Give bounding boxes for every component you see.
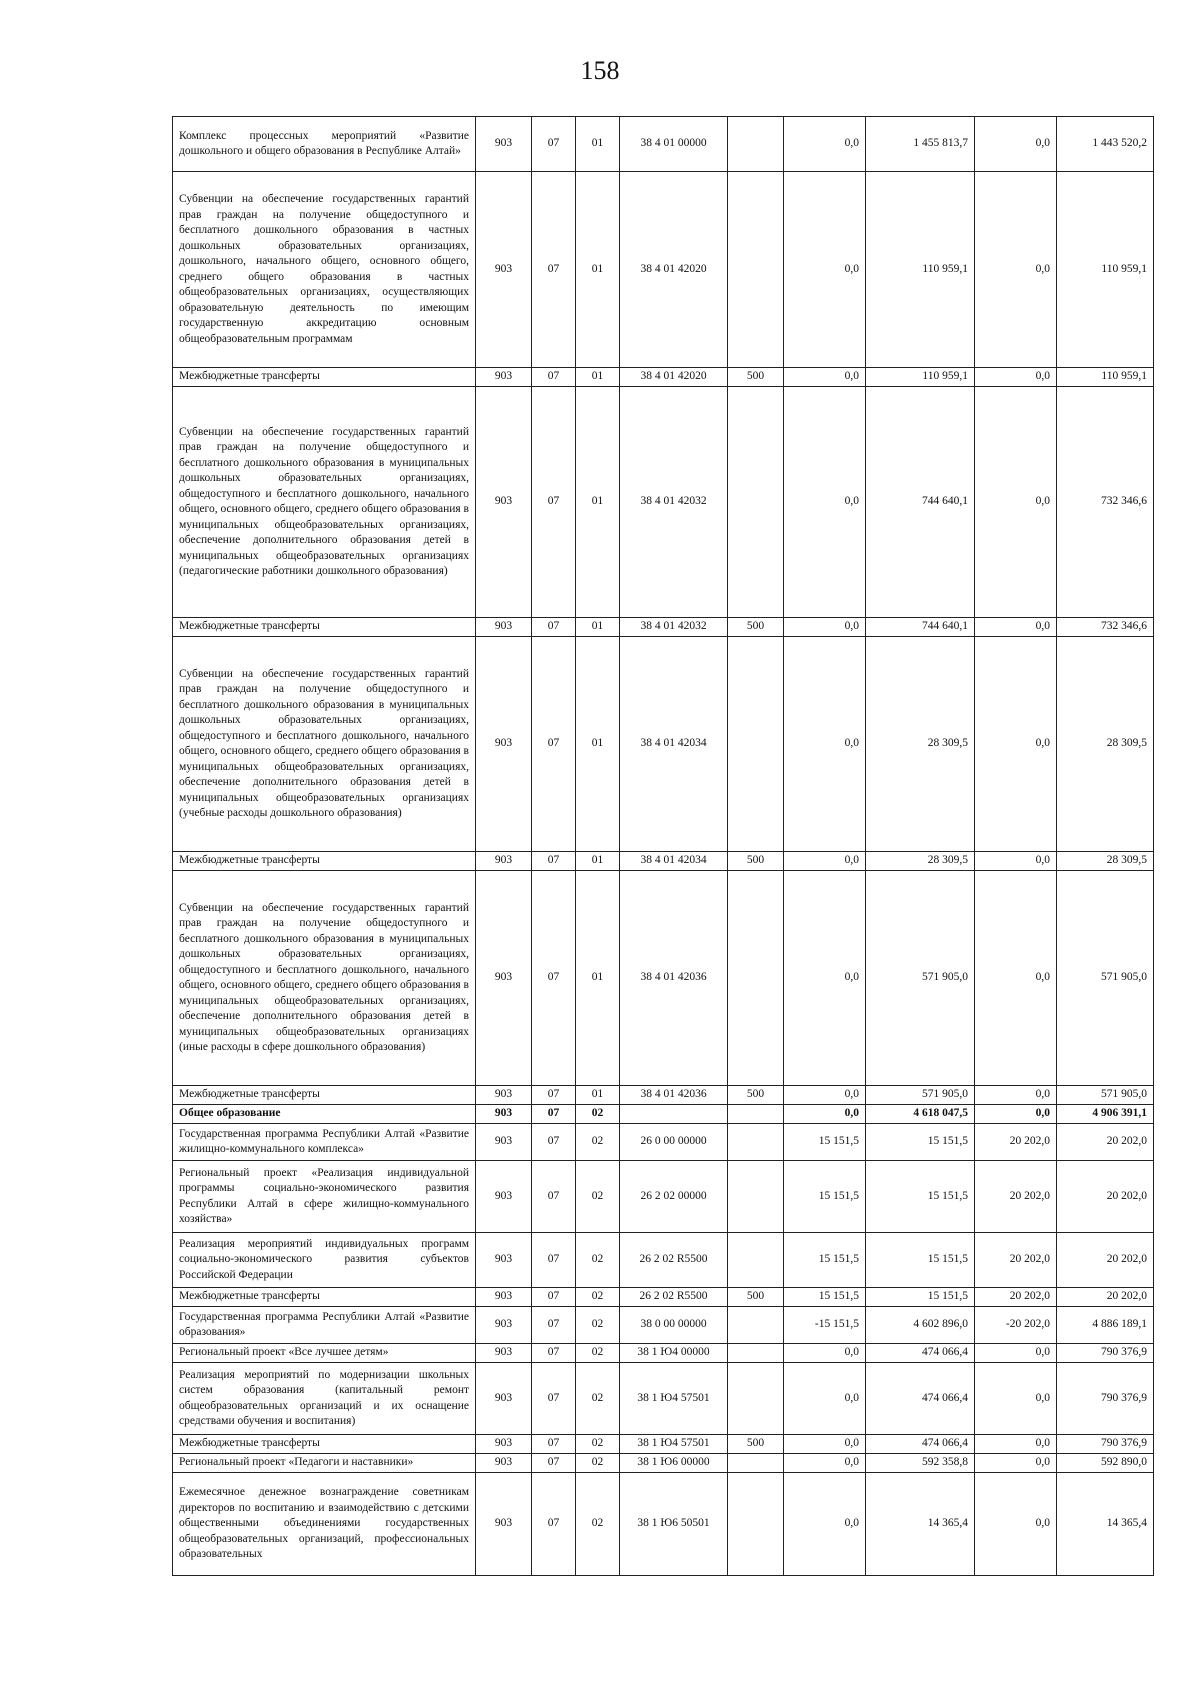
section-code: 07 [532, 117, 576, 172]
amount-4: 4 906 391,1 [1057, 1105, 1154, 1124]
amount-1: 0,0 [784, 1435, 866, 1454]
section-code: 07 [532, 1435, 576, 1454]
section-code: 07 [532, 1105, 576, 1124]
amount-3: 0,0 [975, 1435, 1057, 1454]
table-row [173, 1363, 1154, 1435]
grbs-code: 903 [476, 1086, 532, 1105]
subsection-code: 01 [576, 117, 620, 172]
amount-3: 20 202,0 [975, 1233, 1057, 1288]
expense-type-code: 500 [728, 368, 784, 387]
target-item-code [620, 1105, 728, 1124]
amount-2: 474 066,4 [866, 1363, 975, 1435]
amount-2: 110 959,1 [866, 172, 975, 368]
row-name: Субвенции на обеспечение государственных гарантий прав граждан на получение общедоступного и бесплатного дошкольного образования в частных дошкольных образовательных организациях, дошкольного, начального общего, основного общего, среднего общего образования в частных общеобразовательных организациях, осуществляющих образовательную деятельность по имеющим государственную аккредитацию основным общеобразовательным программам [173, 172, 476, 368]
table-row [173, 618, 1154, 637]
section-code: 07 [532, 1233, 576, 1288]
amount-2: 28 309,5 [866, 852, 975, 871]
page-number: 158 [580, 56, 620, 85]
table-row [173, 1161, 1154, 1233]
grbs-code: 903 [476, 1124, 532, 1161]
amount-4: 790 376,9 [1057, 1435, 1154, 1454]
amount-1: 0,0 [784, 1454, 866, 1473]
amount-2: 571 905,0 [866, 871, 975, 1086]
amount-2: 28 309,5 [866, 637, 975, 852]
amount-3: 0,0 [975, 618, 1057, 637]
expense-type-code [728, 1233, 784, 1288]
amount-3: 0,0 [975, 368, 1057, 387]
target-item-code: 26 2 02 R5500 [620, 1288, 728, 1307]
grbs-code: 903 [476, 368, 532, 387]
amount-2: 15 151,5 [866, 1124, 975, 1161]
expense-type-code [728, 1161, 784, 1233]
table-row [173, 1288, 1154, 1307]
amount-1: 0,0 [784, 387, 866, 618]
amount-1: 15 151,5 [784, 1161, 866, 1233]
amount-3: 0,0 [975, 1344, 1057, 1363]
amount-3: -20 202,0 [975, 1307, 1057, 1344]
target-item-code: 38 1 Ю4 57501 [620, 1435, 728, 1454]
budget-table [172, 116, 1154, 1576]
row-name: Субвенции на обеспечение государственных гарантий прав граждан на получение общедоступного и бесплатного дошкольного образования в муниципальных дошкольных образовательных организациях, общедоступного и бесплатного дошкольного, начального общего, основного общего, среднего общего образования в муниципальных общеобразовательных организациях, обеспечение дополнительного образования детей в муниципальных общеобразовательных организациях (иные расходы в сфере дошкольного образования) [173, 871, 476, 1086]
row-name: Межбюджетные трансферты [173, 1086, 476, 1105]
section-code: 07 [532, 172, 576, 368]
grbs-code: 903 [476, 1363, 532, 1435]
row-name: Субвенции на обеспечение государственных гарантий прав граждан на получение общедоступного и бесплатного дошкольного образования в муниципальных дошкольных образовательных организациях, общедоступного и бесплатного дошкольного, начального общего, основного общего, среднего общего образования в муниципальных общеобразовательных организациях, обеспечение дополнительного образования детей в муниципальных общеобразовательных организациях (учебные расходы дошкольного образования) [173, 637, 476, 852]
expense-type-code [728, 871, 784, 1086]
row-name: Региональный проект «Все лучшее детям» [173, 1344, 476, 1363]
row-name: Региональный проект «Педагоги и наставники» [173, 1454, 476, 1473]
table-row [173, 871, 1154, 1086]
target-item-code: 38 1 Ю4 00000 [620, 1344, 728, 1363]
amount-4: 790 376,9 [1057, 1363, 1154, 1435]
section-code: 07 [532, 1288, 576, 1307]
table-row [173, 1233, 1154, 1288]
amount-1: 0,0 [784, 1105, 866, 1124]
expense-type-code [728, 1473, 784, 1576]
amount-4: 14 365,4 [1057, 1473, 1154, 1576]
target-item-code: 26 2 02 00000 [620, 1161, 728, 1233]
subsection-code: 02 [576, 1473, 620, 1576]
amount-2: 474 066,4 [866, 1344, 975, 1363]
amount-4: 20 202,0 [1057, 1233, 1154, 1288]
amount-4: 20 202,0 [1057, 1161, 1154, 1233]
table-row [173, 852, 1154, 871]
expense-type-code [728, 1124, 784, 1161]
subsection-code: 02 [576, 1435, 620, 1454]
grbs-code: 903 [476, 172, 532, 368]
table-body [173, 117, 1154, 1576]
subsection-code: 02 [576, 1454, 620, 1473]
subsection-code: 02 [576, 1161, 620, 1233]
amount-3: 20 202,0 [975, 1288, 1057, 1307]
amount-4: 571 905,0 [1057, 1086, 1154, 1105]
row-name: Государственная программа Республики Алтай «Развитие образования» [173, 1307, 476, 1344]
amount-4: 571 905,0 [1057, 871, 1154, 1086]
amount-3: 0,0 [975, 172, 1057, 368]
grbs-code: 903 [476, 1435, 532, 1454]
target-item-code: 38 4 01 42032 [620, 387, 728, 618]
section-code: 07 [532, 618, 576, 637]
amount-1: 0,0 [784, 852, 866, 871]
grbs-code: 903 [476, 117, 532, 172]
target-item-code: 38 4 01 42036 [620, 1086, 728, 1105]
target-item-code: 26 0 00 00000 [620, 1124, 728, 1161]
target-item-code: 38 4 01 42036 [620, 871, 728, 1086]
subsection-code: 01 [576, 172, 620, 368]
subsection-code: 01 [576, 871, 620, 1086]
grbs-code: 903 [476, 1105, 532, 1124]
target-item-code: 26 2 02 R5500 [620, 1233, 728, 1288]
amount-4: 790 376,9 [1057, 1344, 1154, 1363]
subsection-code: 01 [576, 387, 620, 618]
expense-type-code [728, 1454, 784, 1473]
amount-2: 744 640,1 [866, 387, 975, 618]
subsection-code: 01 [576, 618, 620, 637]
subsection-code: 01 [576, 637, 620, 852]
grbs-code: 903 [476, 1344, 532, 1363]
amount-1: 15 151,5 [784, 1288, 866, 1307]
table-row-section-total [173, 1105, 1154, 1124]
amount-3: 0,0 [975, 852, 1057, 871]
expense-type-code [728, 117, 784, 172]
grbs-code: 903 [476, 1307, 532, 1344]
subsection-code: 01 [576, 368, 620, 387]
expense-type-code [728, 1105, 784, 1124]
subsection-code: 02 [576, 1124, 620, 1161]
expense-type-code: 500 [728, 618, 784, 637]
row-name: Реализация мероприятий индивидуальных программ социально-экономического развития субъектов Российской Федерации [173, 1233, 476, 1288]
row-name: Региональный проект «Реализация индивидуальной программы социально-экономического развития Республики Алтай в сфере жилищно-коммунального хозяйства» [173, 1161, 476, 1233]
amount-2: 744 640,1 [866, 618, 975, 637]
table-row [173, 1344, 1154, 1363]
grbs-code: 903 [476, 1288, 532, 1307]
section-code: 07 [532, 1473, 576, 1576]
target-item-code: 38 4 01 00000 [620, 117, 728, 172]
grbs-code: 903 [476, 871, 532, 1086]
section-code: 07 [532, 368, 576, 387]
amount-4: 110 959,1 [1057, 172, 1154, 368]
table-row [173, 637, 1154, 852]
section-code: 07 [532, 1086, 576, 1105]
amount-1: 0,0 [784, 172, 866, 368]
subsection-code: 02 [576, 1233, 620, 1288]
grbs-code: 903 [476, 1161, 532, 1233]
table-row [173, 172, 1154, 368]
amount-2: 15 151,5 [866, 1288, 975, 1307]
table-row [173, 1435, 1154, 1454]
row-name: Межбюджетные трансферты [173, 618, 476, 637]
amount-4: 20 202,0 [1057, 1124, 1154, 1161]
expense-type-code [728, 387, 784, 618]
grbs-code: 903 [476, 637, 532, 852]
amount-4: 4 886 189,1 [1057, 1307, 1154, 1344]
expense-type-code [728, 1307, 784, 1344]
amount-3: 0,0 [975, 1363, 1057, 1435]
row-name: Межбюджетные трансферты [173, 1435, 476, 1454]
amount-1: 15 151,5 [784, 1233, 866, 1288]
amount-3: 0,0 [975, 637, 1057, 852]
amount-1: -15 151,5 [784, 1307, 866, 1344]
target-item-code: 38 4 01 42034 [620, 852, 728, 871]
subsection-code: 02 [576, 1288, 620, 1307]
subsection-code: 02 [576, 1363, 620, 1435]
amount-1: 0,0 [784, 368, 866, 387]
table-row [173, 1473, 1154, 1576]
subsection-code: 01 [576, 852, 620, 871]
row-name: Комплекс процессных мероприятий «Развитие дошкольного и общего образования в Республике Алтай» [173, 117, 476, 172]
section-code: 07 [532, 1363, 576, 1435]
section-code: 07 [532, 1454, 576, 1473]
target-item-code: 38 4 01 42020 [620, 368, 728, 387]
expense-type-code: 500 [728, 1086, 784, 1105]
amount-2: 571 905,0 [866, 1086, 975, 1105]
grbs-code: 903 [476, 852, 532, 871]
amount-4: 28 309,5 [1057, 852, 1154, 871]
table-row [173, 1307, 1154, 1344]
amount-3: 0,0 [975, 1105, 1057, 1124]
amount-4: 28 309,5 [1057, 637, 1154, 852]
target-item-code: 38 1 Ю6 50501 [620, 1473, 728, 1576]
grbs-code: 903 [476, 1233, 532, 1288]
amount-1: 15 151,5 [784, 1124, 866, 1161]
target-item-code: 38 1 Ю6 00000 [620, 1454, 728, 1473]
row-name: Межбюджетные трансферты [173, 368, 476, 387]
expense-type-code: 500 [728, 1435, 784, 1454]
amount-3: 20 202,0 [975, 1161, 1057, 1233]
table-row [173, 117, 1154, 172]
section-code: 07 [532, 1161, 576, 1233]
amount-3: 0,0 [975, 871, 1057, 1086]
amount-1: 0,0 [784, 1363, 866, 1435]
amount-1: 0,0 [784, 1344, 866, 1363]
row-name: Реализация мероприятий по модернизации школьных систем образования (капитальный ремонт общеобразовательных организаций и их оснащение средствами обучения и воспитания) [173, 1363, 476, 1435]
expense-type-code [728, 637, 784, 852]
amount-2: 1 455 813,7 [866, 117, 975, 172]
amount-3: 0,0 [975, 1454, 1057, 1473]
target-item-code: 38 1 Ю4 57501 [620, 1363, 728, 1435]
target-item-code: 38 4 01 42032 [620, 618, 728, 637]
row-name: Ежемесячное денежное вознаграждение советникам директоров по воспитанию и взаимодействию с детскими общественными объединениями государственных общеобразовательных организаций, профессиональных образовательных [173, 1473, 476, 1576]
amount-1: 0,0 [784, 1473, 866, 1576]
amount-2: 110 959,1 [866, 368, 975, 387]
subsection-code: 02 [576, 1344, 620, 1363]
amount-3: 0,0 [975, 1473, 1057, 1576]
grbs-code: 903 [476, 387, 532, 618]
amount-3: 0,0 [975, 387, 1057, 618]
expense-type-code [728, 1344, 784, 1363]
amount-3: 20 202,0 [975, 1124, 1057, 1161]
expense-type-code: 500 [728, 852, 784, 871]
table-row [173, 387, 1154, 618]
section-code: 07 [532, 871, 576, 1086]
table-row [173, 1124, 1154, 1161]
amount-4: 20 202,0 [1057, 1288, 1154, 1307]
amount-2: 4 618 047,5 [866, 1105, 975, 1124]
amount-2: 14 365,4 [866, 1473, 975, 1576]
amount-2: 4 602 896,0 [866, 1307, 975, 1344]
target-item-code: 38 4 01 42020 [620, 172, 728, 368]
amount-3: 0,0 [975, 1086, 1057, 1105]
amount-2: 592 358,8 [866, 1454, 975, 1473]
table-row [173, 368, 1154, 387]
grbs-code: 903 [476, 1473, 532, 1576]
amount-3: 0,0 [975, 117, 1057, 172]
table-row [173, 1086, 1154, 1105]
subsection-code: 02 [576, 1307, 620, 1344]
target-item-code: 38 0 00 00000 [620, 1307, 728, 1344]
grbs-code: 903 [476, 618, 532, 637]
amount-1: 0,0 [784, 871, 866, 1086]
expense-type-code: 500 [728, 1288, 784, 1307]
amount-1: 0,0 [784, 117, 866, 172]
amount-4: 732 346,6 [1057, 618, 1154, 637]
grbs-code: 903 [476, 1454, 532, 1473]
section-code: 07 [532, 387, 576, 618]
table-row [173, 1454, 1154, 1473]
amount-1: 0,0 [784, 618, 866, 637]
amount-1: 0,0 [784, 1086, 866, 1105]
amount-2: 474 066,4 [866, 1435, 975, 1454]
row-name: Субвенции на обеспечение государственных гарантий прав граждан на получение общедоступного и бесплатного дошкольного образования в муниципальных дошкольных образовательных организациях, общедоступного и бесплатного дошкольного, начального общего, основного общего, среднего общего образования в муниципальных общеобразовательных организациях, обеспечение дополнительного образования детей в муниципальных общеобразовательных организациях (педагогические работники дошкольного образования) [173, 387, 476, 618]
target-item-code: 38 4 01 42034 [620, 637, 728, 852]
expense-type-code [728, 172, 784, 368]
subsection-code: 01 [576, 1086, 620, 1105]
section-code: 07 [532, 637, 576, 852]
section-code: 07 [532, 1124, 576, 1161]
row-name: Общее образование [173, 1105, 476, 1124]
row-name: Межбюджетные трансферты [173, 1288, 476, 1307]
section-code: 07 [532, 1307, 576, 1344]
section-code: 07 [532, 852, 576, 871]
section-code: 07 [532, 1344, 576, 1363]
amount-1: 0,0 [784, 637, 866, 852]
row-name: Межбюджетные трансферты [173, 852, 476, 871]
expense-type-code [728, 1363, 784, 1435]
subsection-code: 02 [576, 1105, 620, 1124]
amount-2: 15 151,5 [866, 1161, 975, 1233]
amount-4: 1 443 520,2 [1057, 117, 1154, 172]
amount-4: 732 346,6 [1057, 387, 1154, 618]
amount-4: 110 959,1 [1057, 368, 1154, 387]
amount-2: 15 151,5 [866, 1233, 975, 1288]
amount-4: 592 890,0 [1057, 1454, 1154, 1473]
row-name: Государственная программа Республики Алтай «Развитие жилищно-коммунального комплекса» [173, 1124, 476, 1161]
